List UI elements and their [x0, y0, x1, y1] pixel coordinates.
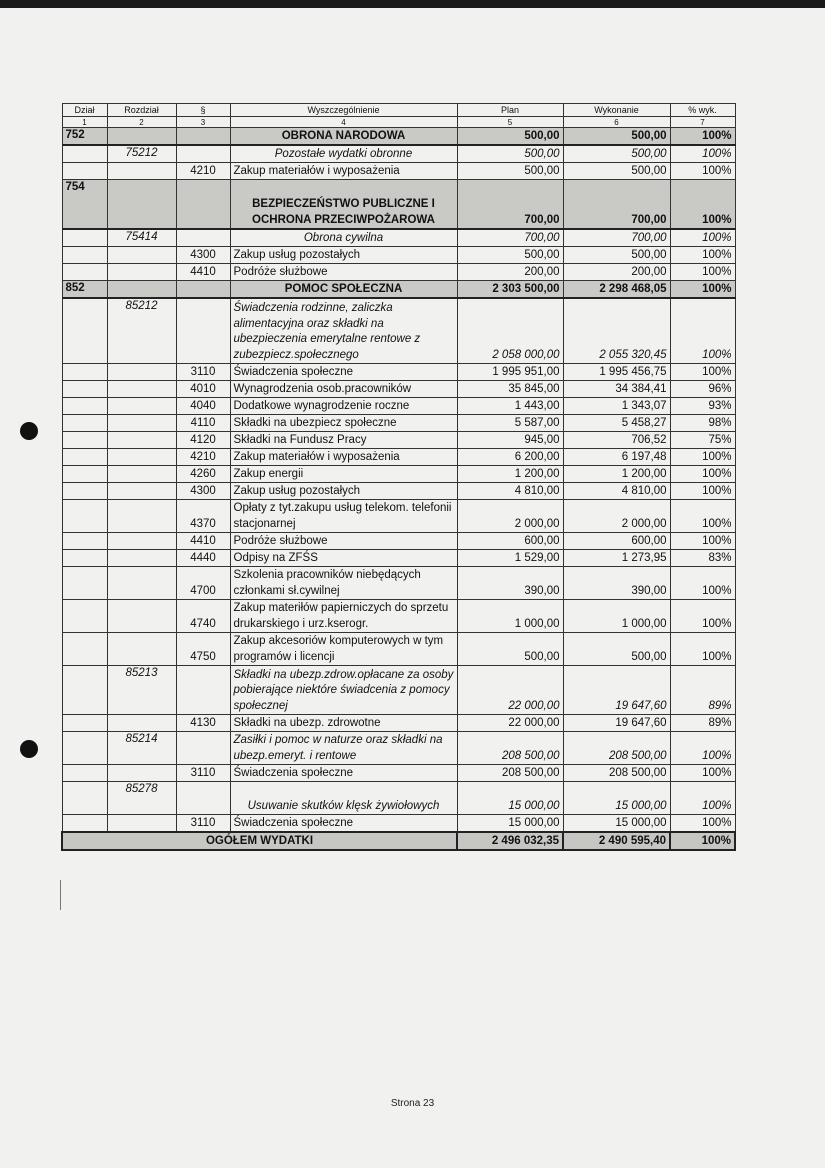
procent-cell: 100% — [670, 247, 735, 264]
plan-cell: 5 587,00 — [457, 415, 563, 432]
wykonanie-cell: 1 343,07 — [563, 398, 670, 415]
plan-cell: 35 845,00 — [457, 381, 563, 398]
plan-cell: 390,00 — [457, 567, 563, 600]
opis-cell: Składki na ubezp. zdrowotne — [230, 715, 457, 732]
plan-cell: 500,00 — [457, 128, 563, 146]
plan-cell: 1 529,00 — [457, 550, 563, 567]
paragraf-cell: 3110 — [176, 765, 230, 782]
procent-cell: 89% — [670, 666, 735, 715]
procent-cell: 100% — [670, 264, 735, 281]
opis-cell: OBRONA NARODOWA — [230, 128, 457, 146]
procent-cell: 100% — [670, 765, 735, 782]
procent-cell: 83% — [670, 550, 735, 567]
wykonanie-cell: 2 000,00 — [563, 500, 670, 533]
rozdzial-cell — [107, 415, 176, 432]
plan-cell: 1 995 951,00 — [457, 364, 563, 381]
table-row — [62, 180, 735, 230]
budget-table — [61, 103, 736, 851]
wykonanie-cell: 700,00 — [563, 229, 670, 247]
plan-cell: 1 000,00 — [457, 600, 563, 633]
dzial-cell — [62, 449, 107, 466]
rozdzial-cell — [107, 466, 176, 483]
procent-cell: 100% — [670, 782, 735, 815]
procent-cell: 100% — [670, 281, 735, 299]
procent-cell: 100% — [670, 483, 735, 500]
plan-cell: 2 000,00 — [457, 500, 563, 533]
opis-cell: Opłaty z tyt.zakupu usług telekom. telefonii stacjonarnej — [230, 500, 457, 533]
dzial-cell — [62, 163, 107, 180]
rozdzial-cell — [107, 364, 176, 381]
wykonanie-cell: 2 298 468,05 — [563, 281, 670, 299]
table-row — [62, 550, 735, 567]
paragraf-cell — [176, 298, 230, 364]
procent-cell: 100% — [670, 298, 735, 364]
dzial-cell — [62, 364, 107, 381]
wykonanie-cell: 6 197,48 — [563, 449, 670, 466]
dzial-cell — [62, 550, 107, 567]
paragraf-cell: 4410 — [176, 533, 230, 550]
plan-cell: 1 443,00 — [457, 398, 563, 415]
procent-cell: 100% — [670, 145, 735, 163]
paragraf-cell: 4700 — [176, 567, 230, 600]
header-index: 5 — [457, 117, 563, 128]
rozdzial-cell — [107, 483, 176, 500]
header-procent: % wyk. — [670, 104, 735, 117]
dzial-cell — [62, 567, 107, 600]
wykonanie-cell: 200,00 — [563, 264, 670, 281]
wykonanie-cell: 19 647,60 — [563, 666, 670, 715]
paragraf-cell: 3110 — [176, 815, 230, 833]
scan-top-edge — [0, 0, 825, 8]
table-row — [62, 600, 735, 633]
procent-cell: 75% — [670, 432, 735, 449]
paragraf-cell — [176, 666, 230, 715]
punch-hole-lower — [20, 740, 38, 758]
table-row — [62, 466, 735, 483]
paragraf-cell — [176, 281, 230, 299]
opis-cell: Podróże służbowe — [230, 533, 457, 550]
plan-cell: 700,00 — [457, 180, 563, 230]
opis-cell: Zakup materiałów i wyposażenia — [230, 163, 457, 180]
dzial-cell — [62, 715, 107, 732]
opis-cell: Zasiłki i pomoc w naturze oraz składki na ubezp.emeryt. i rentowe — [230, 732, 457, 765]
opis-cell: Podróże służbowe — [230, 264, 457, 281]
table-row — [62, 500, 735, 533]
rozdzial-cell — [107, 567, 176, 600]
dzial-cell: 754 — [62, 180, 107, 230]
paragraf-cell: 4040 — [176, 398, 230, 415]
table-row — [62, 298, 735, 364]
procent-cell: 98% — [670, 415, 735, 432]
table-row — [62, 715, 735, 732]
rozdzial-cell — [107, 128, 176, 146]
paragraf-cell: 4440 — [176, 550, 230, 567]
dzial-cell — [62, 732, 107, 765]
paragraf-cell — [176, 180, 230, 230]
header-index: 1 — [62, 117, 107, 128]
dzial-cell — [62, 466, 107, 483]
opis-cell: Świadczenia społeczne — [230, 765, 457, 782]
opis-cell: Obrona cywilna — [230, 229, 457, 247]
opis-cell: Zakup usług pozostałych — [230, 247, 457, 264]
dzial-cell — [62, 500, 107, 533]
wykonanie-cell: 1 273,95 — [563, 550, 670, 567]
wykonanie-cell: 1 200,00 — [563, 466, 670, 483]
plan-cell: 200,00 — [457, 264, 563, 281]
paragraf-cell: 4370 — [176, 500, 230, 533]
table-row — [62, 264, 735, 281]
page-number: Strona 23 — [390, 1098, 435, 1109]
rozdzial-cell — [107, 247, 176, 264]
rozdzial-cell — [107, 715, 176, 732]
paragraf-cell — [176, 128, 230, 146]
wykonanie-cell: 700,00 — [563, 180, 670, 230]
opis-cell: Świadczenia społeczne — [230, 815, 457, 833]
procent-cell: 100% — [670, 567, 735, 600]
procent-cell: 89% — [670, 715, 735, 732]
opis-cell: Szkolenia pracowników niebędących członkami sł.cywilnej — [230, 567, 457, 600]
plan-cell: 15 000,00 — [457, 815, 563, 833]
procent-cell: 100% — [670, 815, 735, 833]
wykonanie-cell: 34 384,41 — [563, 381, 670, 398]
rozdzial-cell: 75414 — [107, 229, 176, 247]
plan-cell: 22 000,00 — [457, 715, 563, 732]
dzial-cell — [62, 381, 107, 398]
table-row — [62, 415, 735, 432]
table-row — [62, 732, 735, 765]
opis-cell: Składki na Fundusz Pracy — [230, 432, 457, 449]
rozdzial-cell — [107, 381, 176, 398]
table-row — [62, 533, 735, 550]
rozdzial-cell — [107, 765, 176, 782]
paragraf-cell — [176, 229, 230, 247]
paragraf-cell: 4740 — [176, 600, 230, 633]
opis-cell: Składki na ubezp.zdrow.opłacane za osoby pobierające niektóre świadcenia z pomocy społecznej — [230, 666, 457, 715]
table-body — [62, 128, 735, 833]
rozdzial-cell — [107, 264, 176, 281]
wykonanie-cell: 208 500,00 — [563, 765, 670, 782]
dzial-cell — [62, 398, 107, 415]
rozdzial-cell — [107, 281, 176, 299]
plan-cell: 208 500,00 — [457, 765, 563, 782]
paragraf-cell: 4410 — [176, 264, 230, 281]
opis-cell: Świadczenia rodzinne, zaliczka alimentacyjna oraz składki na ubezpieczenia emerytalne rentowe z zubezpiecz.społecznego — [230, 298, 457, 364]
paragraf-cell: 4750 — [176, 633, 230, 666]
opis-cell: Zakup materiłów papierniczych do sprzetu drukarskiego i urz.kserogr. — [230, 600, 457, 633]
opis-cell: POMOC SPOŁECZNA — [230, 281, 457, 299]
total-wykonanie: 2 490 595,40 — [563, 832, 670, 850]
table-row — [62, 247, 735, 264]
paragraf-cell: 4260 — [176, 466, 230, 483]
dzial-cell — [62, 782, 107, 815]
procent-cell: 93% — [670, 398, 735, 415]
paragraf-cell — [176, 145, 230, 163]
paragraf-cell: 4210 — [176, 449, 230, 466]
rozdzial-cell — [107, 533, 176, 550]
paragraf-cell: 3110 — [176, 364, 230, 381]
header-opis: Wyszczególnienie — [230, 104, 457, 117]
table-row — [62, 765, 735, 782]
table-row — [62, 398, 735, 415]
procent-cell: 100% — [670, 500, 735, 533]
dzial-cell — [62, 247, 107, 264]
paragraf-cell: 4300 — [176, 247, 230, 264]
plan-cell: 1 200,00 — [457, 466, 563, 483]
opis-cell: Zakup energii — [230, 466, 457, 483]
total-plan: 2 496 032,35 — [457, 832, 563, 850]
opis-cell: BEZPIECZEŃSTWO PUBLICZNE I OCHRONA PRZECIWPOŻAROWA — [230, 180, 457, 230]
paragraf-cell: 4210 — [176, 163, 230, 180]
plan-cell: 2 303 500,00 — [457, 281, 563, 299]
plan-cell: 500,00 — [457, 145, 563, 163]
plan-cell: 500,00 — [457, 247, 563, 264]
opis-cell: Zakup materiałów i wyposażenia — [230, 449, 457, 466]
opis-cell: Dodatkowe wynagrodzenie roczne — [230, 398, 457, 415]
procent-cell: 100% — [670, 128, 735, 146]
table-row — [62, 449, 735, 466]
rozdzial-cell — [107, 398, 176, 415]
rozdzial-cell — [107, 449, 176, 466]
header-paragraf: § — [176, 104, 230, 117]
rozdzial-cell: 75212 — [107, 145, 176, 163]
table-row — [62, 432, 735, 449]
header-index: 6 — [563, 117, 670, 128]
procent-cell: 100% — [670, 449, 735, 466]
dzial-cell — [62, 633, 107, 666]
opis-cell: Zakup usług pozostałych — [230, 483, 457, 500]
table-row — [62, 381, 735, 398]
wykonanie-cell: 208 500,00 — [563, 732, 670, 765]
procent-cell: 100% — [670, 732, 735, 765]
paragraf-cell — [176, 732, 230, 765]
rozdzial-cell — [107, 432, 176, 449]
procent-cell: 100% — [670, 364, 735, 381]
header-row — [62, 104, 735, 117]
table-row — [62, 281, 735, 299]
header-index: 2 — [107, 117, 176, 128]
dzial-cell — [62, 298, 107, 364]
total-procent: 100% — [670, 832, 735, 850]
opis-cell: Składki na ubezpiecz społeczne — [230, 415, 457, 432]
rozdzial-cell — [107, 633, 176, 666]
plan-cell: 22 000,00 — [457, 666, 563, 715]
rozdzial-cell — [107, 600, 176, 633]
dzial-cell — [62, 765, 107, 782]
header-wykonanie: Wykonanie — [563, 104, 670, 117]
wykonanie-cell: 500,00 — [563, 247, 670, 264]
table-row — [62, 666, 735, 715]
dzial-cell — [62, 483, 107, 500]
wykonanie-cell: 500,00 — [563, 128, 670, 146]
dzial-cell — [62, 815, 107, 833]
dzial-cell — [62, 415, 107, 432]
dzial-cell — [62, 145, 107, 163]
procent-cell: 96% — [670, 381, 735, 398]
paragraf-cell: 4300 — [176, 483, 230, 500]
procent-cell: 100% — [670, 229, 735, 247]
opis-cell: Usuwanie skutków klęsk żywiołowych — [230, 782, 457, 815]
dzial-cell — [62, 533, 107, 550]
opis-cell: Zakup akcesoriów komputerowych w tym programów i licencji — [230, 633, 457, 666]
table-row — [62, 633, 735, 666]
dzial-cell: 752 — [62, 128, 107, 146]
plan-cell: 4 810,00 — [457, 483, 563, 500]
table-row — [62, 163, 735, 180]
opis-cell: Pozostałe wydatki obronne — [230, 145, 457, 163]
rozdzial-cell: 85278 — [107, 782, 176, 815]
table-row — [62, 567, 735, 600]
procent-cell: 100% — [670, 633, 735, 666]
table-row — [62, 483, 735, 500]
plan-cell: 2 058 000,00 — [457, 298, 563, 364]
paragraf-cell — [176, 782, 230, 815]
dzial-cell — [62, 666, 107, 715]
wykonanie-cell: 15 000,00 — [563, 815, 670, 833]
plan-cell: 945,00 — [457, 432, 563, 449]
plan-cell: 500,00 — [457, 633, 563, 666]
rozdzial-cell: 85214 — [107, 732, 176, 765]
rozdzial-cell: 85213 — [107, 666, 176, 715]
paragraf-cell: 4120 — [176, 432, 230, 449]
rozdzial-cell — [107, 550, 176, 567]
margin-line — [60, 880, 61, 910]
header-index: 7 — [670, 117, 735, 128]
total-label: OGÓŁEM WYDATKI — [62, 832, 457, 850]
plan-cell: 15 000,00 — [457, 782, 563, 815]
wykonanie-cell: 4 810,00 — [563, 483, 670, 500]
table-row — [62, 229, 735, 247]
rozdzial-cell — [107, 180, 176, 230]
rozdzial-cell: 85212 — [107, 298, 176, 364]
plan-cell: 208 500,00 — [457, 732, 563, 765]
wykonanie-cell: 500,00 — [563, 145, 670, 163]
procent-cell: 100% — [670, 163, 735, 180]
procent-cell: 100% — [670, 600, 735, 633]
dzial-cell — [62, 264, 107, 281]
table-row — [62, 815, 735, 833]
punch-hole-upper — [20, 422, 38, 440]
dzial-cell — [62, 600, 107, 633]
wykonanie-cell: 2 055 320,45 — [563, 298, 670, 364]
header-dzial: Dział — [62, 104, 107, 117]
paragraf-cell: 4110 — [176, 415, 230, 432]
rozdzial-cell — [107, 163, 176, 180]
total-row — [62, 832, 735, 850]
wykonanie-cell: 600,00 — [563, 533, 670, 550]
paragraf-cell: 4010 — [176, 381, 230, 398]
wykonanie-cell: 1 000,00 — [563, 600, 670, 633]
opis-cell: Wynagrodzenia osob.pracowników — [230, 381, 457, 398]
wykonanie-cell: 19 647,60 — [563, 715, 670, 732]
table-row — [62, 145, 735, 163]
rozdzial-cell — [107, 500, 176, 533]
wykonanie-cell: 706,52 — [563, 432, 670, 449]
wykonanie-cell: 15 000,00 — [563, 782, 670, 815]
rozdzial-cell — [107, 815, 176, 833]
opis-cell: Świadczenia społeczne — [230, 364, 457, 381]
wykonanie-cell: 500,00 — [563, 633, 670, 666]
procent-cell: 100% — [670, 180, 735, 230]
plan-cell: 500,00 — [457, 163, 563, 180]
procent-cell: 100% — [670, 533, 735, 550]
header-rozdzial: Rozdział — [107, 104, 176, 117]
table-row — [62, 782, 735, 815]
header-index: 4 — [230, 117, 457, 128]
dzial-cell — [62, 432, 107, 449]
dzial-cell — [62, 229, 107, 247]
plan-cell: 6 200,00 — [457, 449, 563, 466]
procent-cell: 100% — [670, 466, 735, 483]
opis-cell: Odpisy na ZFŚS — [230, 550, 457, 567]
wykonanie-cell: 5 458,27 — [563, 415, 670, 432]
wykonanie-cell: 390,00 — [563, 567, 670, 600]
wykonanie-cell: 500,00 — [563, 163, 670, 180]
header-index-row — [62, 117, 735, 128]
header-plan: Plan — [457, 104, 563, 117]
header-index: 3 — [176, 117, 230, 128]
dzial-cell: 852 — [62, 281, 107, 299]
table-row — [62, 128, 735, 146]
wykonanie-cell: 1 995 456,75 — [563, 364, 670, 381]
plan-cell: 600,00 — [457, 533, 563, 550]
paragraf-cell: 4130 — [176, 715, 230, 732]
table-row — [62, 364, 735, 381]
plan-cell: 700,00 — [457, 229, 563, 247]
